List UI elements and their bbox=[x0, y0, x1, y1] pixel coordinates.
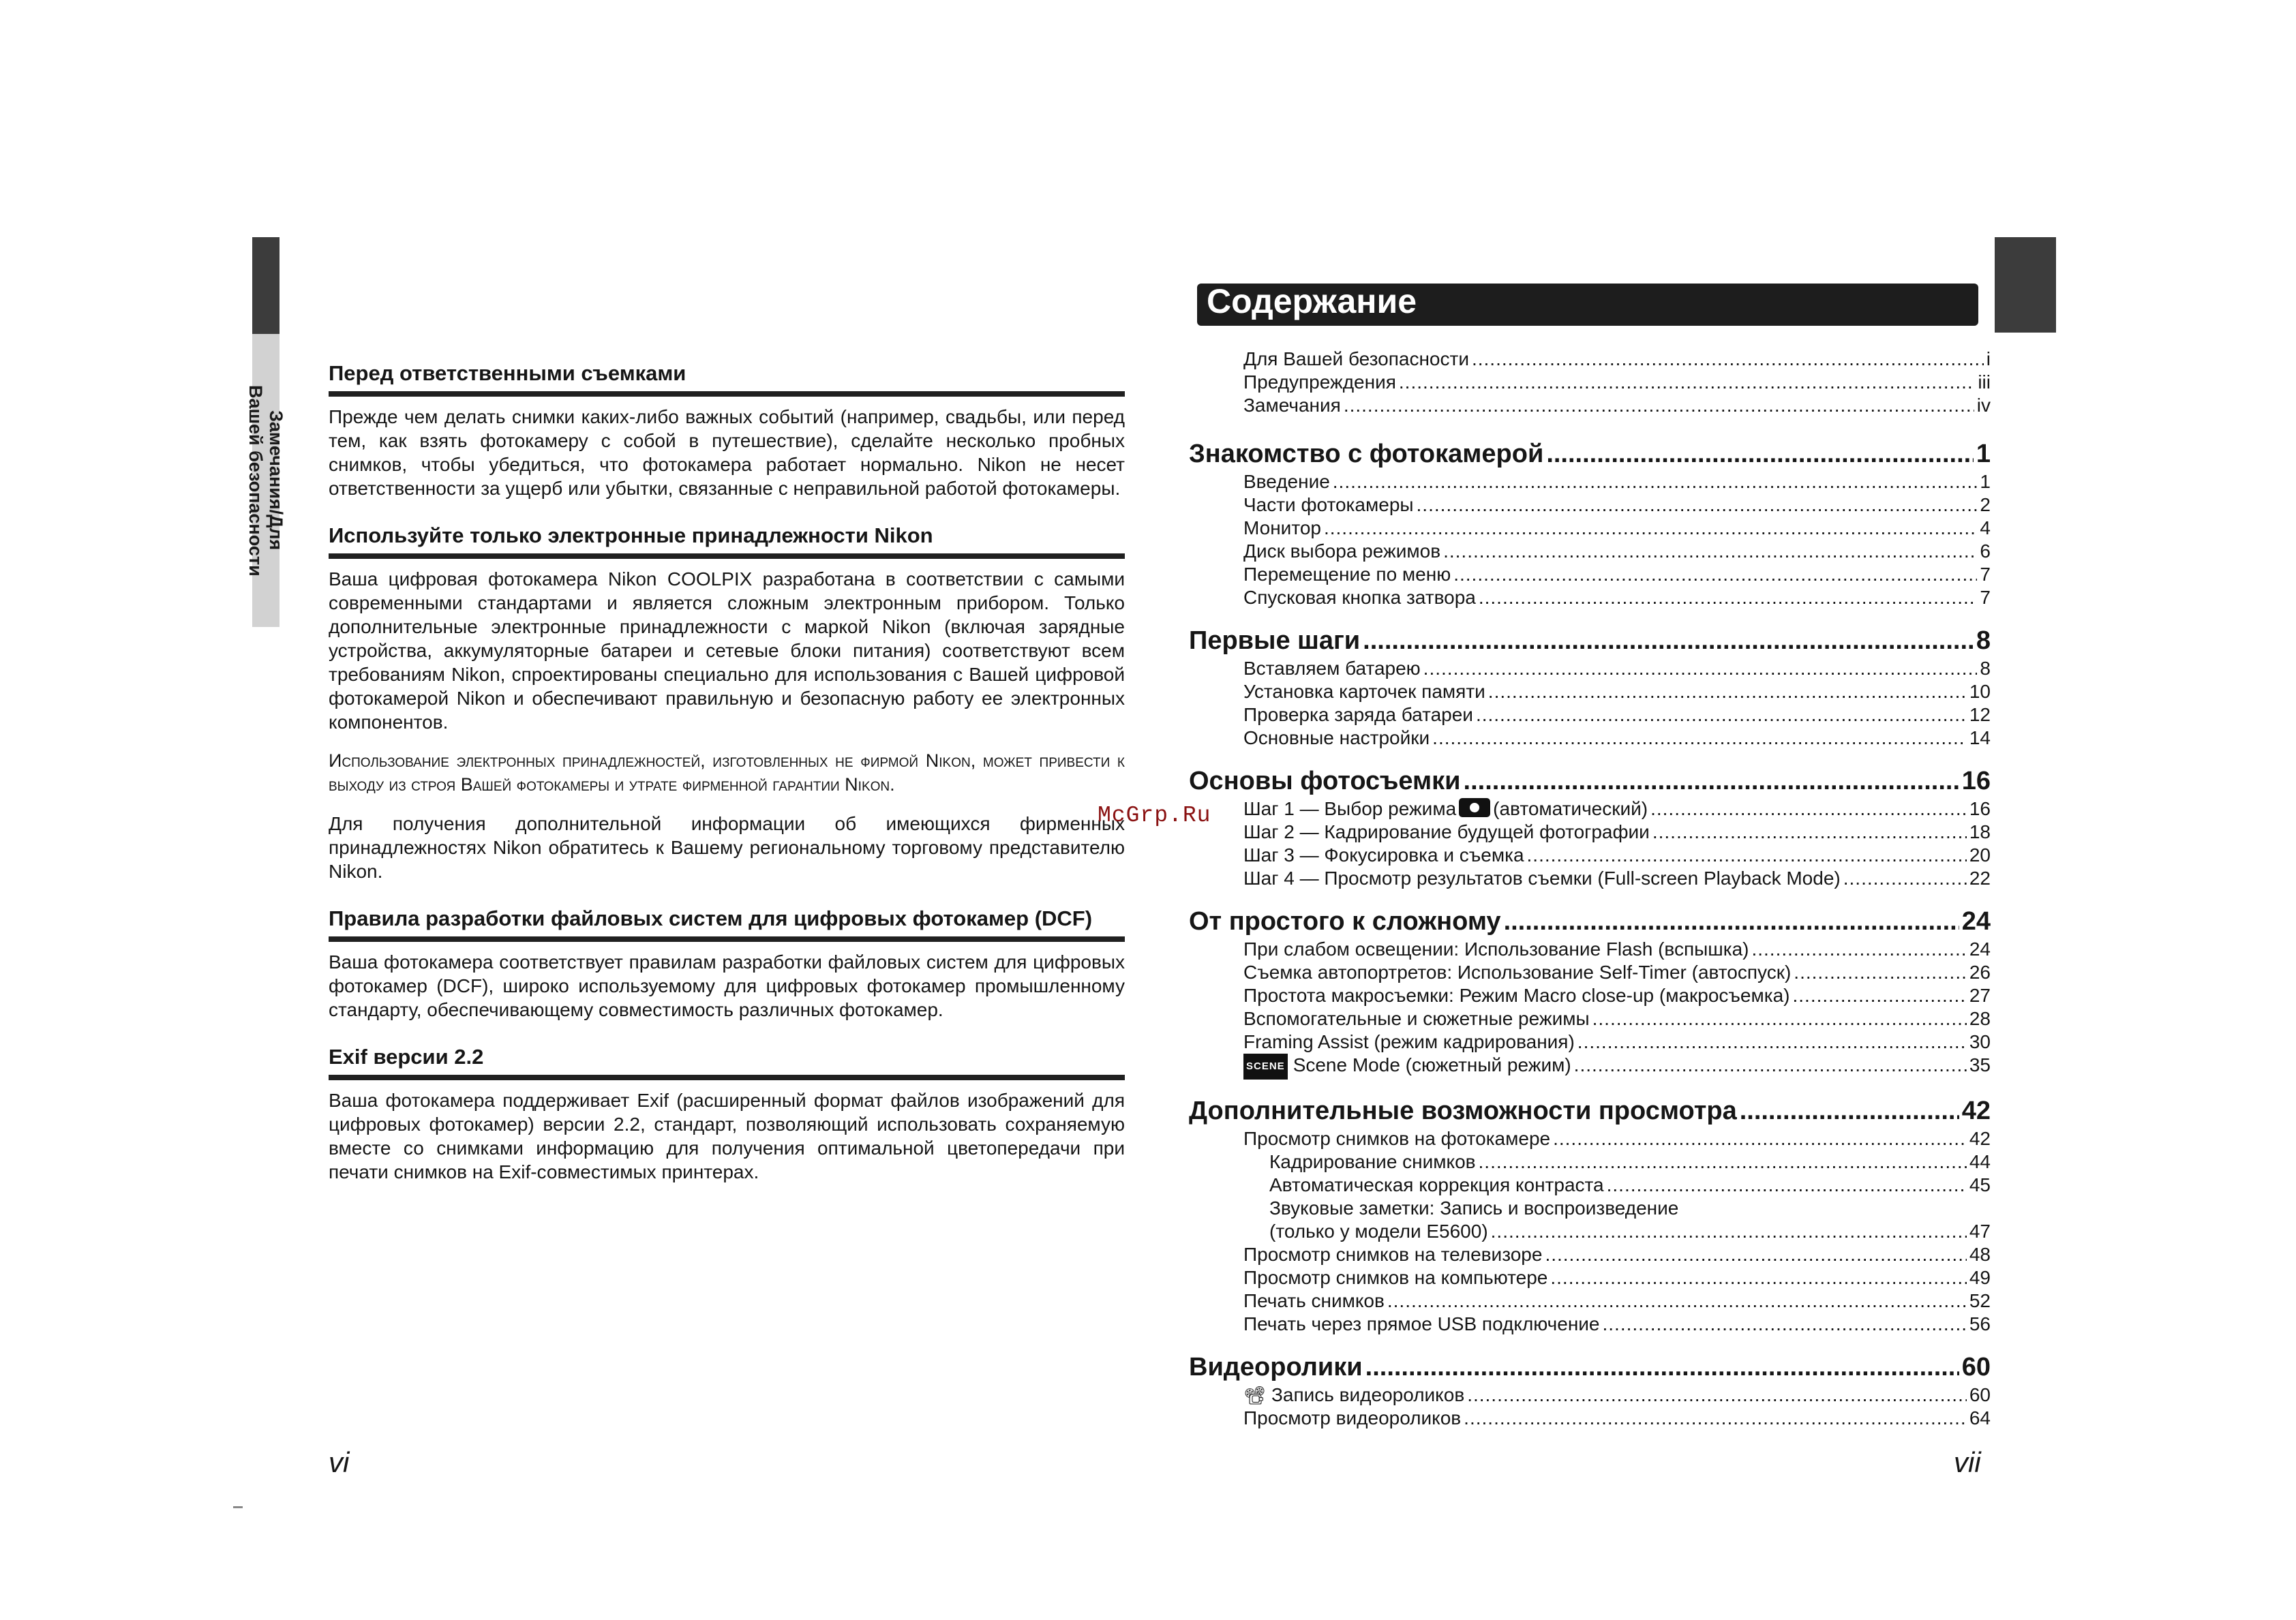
dot-leader bbox=[1333, 470, 1978, 493]
toc-entry[interactable] bbox=[1189, 1384, 1991, 1407]
dot-leader bbox=[1464, 765, 1959, 797]
toc-page-number: 47 bbox=[1969, 1221, 1991, 1242]
toc-entry[interactable] bbox=[1189, 961, 1991, 984]
toc-entry-title: Видеоролики bbox=[1189, 1353, 1363, 1381]
toc-page-number: 60 bbox=[1969, 1384, 1991, 1405]
toc-page-number: 42 bbox=[1961, 1097, 1991, 1125]
paragraph: Ваша фотокамера соответствует правилам разработки файловых систем для цифровых фотокамер (DCF), широко используемому для цифровых фотокамер промышленному стандарту, обеспечивающему совместимость различных фотокамер. bbox=[329, 951, 1125, 1020]
toc-entry-title: Замечания bbox=[1243, 395, 1341, 416]
toc-chapter[interactable] bbox=[1189, 1095, 1991, 1127]
toc-entry-title: Первые шаги bbox=[1189, 626, 1361, 655]
toc-entry-title: Просмотр снимков на компьютере bbox=[1243, 1267, 1548, 1288]
dot-leader bbox=[1472, 348, 1984, 371]
dot-leader bbox=[1479, 586, 1978, 609]
toc-entry-title: Шаг 1 — Выбор режима bbox=[1243, 798, 1457, 819]
dot-leader bbox=[1577, 1030, 1967, 1054]
dot-leader bbox=[1553, 1127, 1967, 1150]
heading-rule bbox=[329, 553, 1125, 559]
dot-leader bbox=[1476, 703, 1967, 727]
toc-entry[interactable] bbox=[1189, 1007, 1991, 1030]
dot-leader bbox=[1387, 1289, 1967, 1313]
section-heading: Exif версии 2.2 bbox=[329, 1045, 484, 1069]
toc-page-number: 16 bbox=[1969, 798, 1991, 819]
warning-paragraph: Использование электронных принадлежностей, изготовленных не фирмой Nikon, может привести к выходу из строя Вашей фотокамеры и утрате фирменной гарантии Nikon. bbox=[329, 750, 1125, 795]
toc-page-number: 49 bbox=[1969, 1267, 1991, 1288]
toc-entry[interactable] bbox=[1189, 493, 1991, 517]
dot-leader bbox=[1399, 371, 1975, 394]
toc-entry-title: Звуковые заметки: Запись и воспроизведение bbox=[1269, 1197, 1679, 1219]
dot-leader bbox=[1488, 680, 1967, 703]
heading-rule bbox=[329, 391, 1125, 397]
toc-entry[interactable] bbox=[1189, 1313, 1991, 1336]
toc-entry[interactable] bbox=[1189, 657, 1991, 680]
toc-entry-title: Шаг 4 — Просмотр результатов съемки (Full-screen Playback Mode) bbox=[1243, 868, 1841, 889]
toc-entry-title: Съемка автопортретов: Использование Self-Timer (автоспуск) bbox=[1243, 962, 1792, 983]
dot-leader bbox=[1432, 727, 1967, 750]
toc-entry[interactable] bbox=[1189, 727, 1991, 750]
toc-entry[interactable] bbox=[1189, 844, 1991, 867]
toc-entry-title: Основы фотосъемки bbox=[1189, 767, 1461, 795]
toc-page-number: 30 bbox=[1969, 1031, 1991, 1052]
side-tab-dark bbox=[252, 237, 280, 334]
toc-entry[interactable] bbox=[1189, 540, 1991, 563]
toc-entry-title: Scene Mode (сюжетный режим) bbox=[1293, 1054, 1571, 1075]
dot-leader bbox=[1464, 1407, 1967, 1430]
toc-entry-title: Вспомогательные и сюжетные режимы bbox=[1243, 1008, 1590, 1029]
dot-leader bbox=[1794, 961, 1967, 984]
toc-entry-title: Шаг 2 — Кадрирование будущей фотографии bbox=[1243, 821, 1650, 842]
toc-page-number: 24 bbox=[1961, 907, 1991, 936]
toc-page-number: 1 bbox=[1976, 440, 1991, 468]
toc-page-number: 12 bbox=[1969, 704, 1991, 725]
toc-entry-title: Знакомство с фотокамерой bbox=[1189, 440, 1544, 468]
toc-entry-title: Предупреждения bbox=[1243, 371, 1396, 393]
dot-leader bbox=[1652, 821, 1967, 844]
toc-page-number: 22 bbox=[1969, 868, 1991, 889]
toc-entry-title: Установка карточек памяти bbox=[1243, 681, 1485, 702]
toc-chapter[interactable] bbox=[1189, 905, 1991, 938]
dot-leader bbox=[1423, 657, 1978, 680]
toc-page-number: 4 bbox=[1980, 517, 1991, 538]
paragraph: Ваша фотокамера поддерживает Exif (расширенный формат файлов изображений для цифровых фотокамер) версии 2.2, стандарт, позволяющий использовать сохраняемую вместе со снимками информацию для получения оптимальной цветопередачи при печати снимков на Exif-совместимых принтерах. bbox=[329, 1090, 1125, 1182]
toc-entry[interactable] bbox=[1189, 1127, 1991, 1150]
toc-page-number: 2 bbox=[1980, 494, 1991, 515]
toc-page-number: 10 bbox=[1969, 681, 1991, 702]
dot-leader bbox=[1603, 1313, 1967, 1336]
toc-front-matter-item[interactable] bbox=[1189, 348, 1991, 371]
movie-camera-icon: 📽 bbox=[1243, 1385, 1267, 1405]
paragraph: Прежде чем делать снимки каких-либо важных событий (например, свадьбы, или перед тем, как взять фотокамеру с собой в путешествие), сделайте несколько пробных снимков, чтобы убедиться, что фотокамера работает нормально. Nikon не несет ответственности за ущерб или убытки, связанные с неправильной работой фотокамеры. bbox=[329, 406, 1125, 499]
toc-entry-title: Запись видеороликов bbox=[1271, 1384, 1465, 1405]
toc-entry[interactable] bbox=[1189, 1220, 1991, 1243]
toc-entry[interactable] bbox=[1189, 1243, 1991, 1266]
toc-page-number: 16 bbox=[1961, 767, 1991, 795]
toc-entry-title: Диск выбора режимов bbox=[1243, 540, 1441, 562]
toc-entry-title: Кадрирование снимков bbox=[1269, 1151, 1476, 1172]
toc-page-number: iii bbox=[1978, 371, 1991, 393]
toc-entry[interactable] bbox=[1189, 984, 1991, 1007]
toc-entry[interactable] bbox=[1189, 517, 1991, 540]
toc-page-number: 56 bbox=[1969, 1313, 1991, 1334]
toc-entry[interactable] bbox=[1189, 1150, 1991, 1174]
toc-entry-title: Для Вашей безопасности bbox=[1243, 348, 1469, 369]
dot-leader bbox=[1453, 563, 1977, 586]
dot-leader bbox=[1417, 493, 1978, 517]
toc-page-number: 52 bbox=[1969, 1290, 1991, 1311]
toc-front-matter-item[interactable] bbox=[1189, 394, 1991, 417]
dot-leader bbox=[1550, 1266, 1966, 1289]
paragraph: Для получения дополнительной информации об имеющихся фирменных принадлежностях Nikon обратитесь к Вашему региональному торговому представителю Nikon. bbox=[329, 813, 1125, 882]
dot-leader bbox=[1324, 517, 1977, 540]
auto-mode-camera-icon bbox=[1459, 798, 1490, 817]
toc-entry-title: Автоматическая коррекция контраста bbox=[1269, 1174, 1604, 1195]
toc-page-number: 28 bbox=[1969, 1008, 1991, 1029]
toc-entry-title: Части фотокамеры bbox=[1243, 494, 1414, 515]
heading-rule bbox=[329, 936, 1125, 942]
toc-front-matter-item[interactable] bbox=[1189, 371, 1991, 394]
side-tab-dark-right bbox=[1995, 237, 2056, 333]
toc-entry-title: Вставляем батарею bbox=[1243, 658, 1421, 679]
toc-entry[interactable] bbox=[1189, 938, 1991, 961]
toc-entry[interactable] bbox=[1189, 563, 1991, 586]
dot-leader bbox=[1650, 797, 1967, 821]
toc-page-number: i bbox=[1986, 348, 1991, 369]
dot-leader bbox=[1344, 394, 1974, 417]
scan-mark bbox=[233, 1506, 243, 1508]
toc-page-number: 48 bbox=[1969, 1244, 1991, 1265]
toc-entry-title: Просмотр видеороликов bbox=[1243, 1407, 1462, 1428]
toc-entry-title: Дополнительные возможности просмотра bbox=[1189, 1097, 1737, 1125]
dot-leader bbox=[1491, 1220, 1967, 1243]
toc-chapter[interactable] bbox=[1189, 438, 1991, 470]
left-page-body bbox=[329, 360, 1125, 1184]
section-heading: Правила разработки файловых систем для цифровых фотокамер (DCF) bbox=[329, 906, 1093, 930]
toc-entry-title: Монитор bbox=[1243, 517, 1321, 538]
dot-leader bbox=[1479, 1150, 1967, 1174]
toc-entry-title: Шаг 3 — Фокусировка и съемка bbox=[1243, 844, 1524, 866]
toc-chapter[interactable] bbox=[1189, 1351, 1991, 1384]
toc-page-number: 42 bbox=[1969, 1128, 1991, 1149]
toc-chapter[interactable] bbox=[1189, 624, 1991, 657]
toc-entry-title: Спусковая кнопка затвора bbox=[1243, 587, 1476, 608]
toc-page-number: 45 bbox=[1969, 1174, 1991, 1195]
dot-leader bbox=[1574, 1054, 1967, 1077]
toc-entry-title: От простого к сложному bbox=[1189, 907, 1501, 936]
toc-page-number: 60 bbox=[1961, 1353, 1991, 1381]
toc-entry[interactable] bbox=[1189, 1054, 1991, 1080]
toc-page-number: 18 bbox=[1969, 821, 1991, 842]
toc-entry-title: Простота макросъемки: Режим Macro close-up (макросъемка) bbox=[1243, 985, 1790, 1006]
toc-entry[interactable] bbox=[1189, 470, 1991, 493]
toc-entry-title: Перемещение по меню bbox=[1243, 564, 1451, 585]
toc-page-number: 14 bbox=[1969, 727, 1991, 748]
dot-leader bbox=[1545, 1243, 1966, 1266]
section-heading: Перед ответственными съемками bbox=[329, 361, 686, 385]
dot-leader bbox=[1546, 438, 1974, 470]
toc-page-number: 1 bbox=[1980, 471, 1991, 492]
scene-mode-icon: SCENE bbox=[1243, 1054, 1288, 1080]
table-of-contents bbox=[1189, 348, 1991, 1430]
dot-leader bbox=[1793, 984, 1967, 1007]
paragraph: Ваша цифровая фотокамера Nikon COOLPIX разработана в соответствии с самыми современными стандартами и является сложным электронным прибором. Только дополнительные электронные принадлежности с маркой Nikon (включая зарядные устройства, аккумуляторные батареи и сетевые блоки питания) соответствуют всем требованиям Nikon, спроектированы специально для использования с Вашей цифровой фотокамерой Nikon и обеспечивают правильную и безопасную работу ее электронных компонентов. bbox=[329, 568, 1125, 733]
toc-entry-title: Печать через прямое USB подключение bbox=[1243, 1313, 1600, 1334]
toc-entry[interactable] bbox=[1189, 821, 1991, 844]
dot-leader bbox=[1843, 867, 1967, 890]
page-number-left: vi bbox=[329, 1446, 350, 1478]
toc-entry[interactable] bbox=[1189, 1289, 1991, 1313]
dot-leader bbox=[1607, 1174, 1967, 1197]
toc-entry[interactable] bbox=[1189, 1030, 1991, 1054]
page-number-right: vii bbox=[1954, 1446, 1981, 1478]
toc-entry-title: Framing Assist (режим кадрирования) bbox=[1243, 1031, 1575, 1052]
toc-entry-title: (только у модели E5600) bbox=[1269, 1221, 1488, 1242]
toc-entry-title: Проверка заряда батареи bbox=[1243, 704, 1473, 725]
section-heading: Используйте только электронные принадлежности Nikon bbox=[329, 523, 933, 547]
toc-page-number: 8 bbox=[1980, 658, 1991, 679]
toc-entry-title: Просмотр снимков на телевизоре bbox=[1243, 1244, 1543, 1265]
toc-page-number: 7 bbox=[1980, 587, 1991, 608]
toc-entry-title: При слабом освещении: Использование Flash (вспышка) bbox=[1243, 938, 1749, 960]
dot-leader bbox=[1527, 844, 1967, 867]
toc-entry-title: Введение bbox=[1243, 471, 1330, 492]
toc-page-number: 8 bbox=[1976, 626, 1991, 655]
toc-chapter[interactable] bbox=[1189, 765, 1991, 797]
dot-leader bbox=[1751, 938, 1966, 961]
watermark: McGrp.Ru bbox=[1098, 803, 1211, 828]
dot-leader bbox=[1363, 624, 1974, 657]
side-tab-label: Замечания/Для Вашей безопасности bbox=[245, 384, 286, 577]
toc-entry[interactable] bbox=[1189, 680, 1991, 703]
toc-entry[interactable] bbox=[1189, 586, 1991, 609]
toc-entry-title: Просмотр снимков на фотокамере bbox=[1243, 1128, 1551, 1149]
heading-rule bbox=[329, 1075, 1125, 1080]
toc-entry-suffix: (автоматический) bbox=[1493, 798, 1648, 819]
toc-page-number: iv bbox=[1976, 395, 1991, 416]
toc-page-number: 26 bbox=[1969, 962, 1991, 983]
toc-entry[interactable] bbox=[1189, 1266, 1991, 1289]
dot-leader bbox=[1365, 1351, 1959, 1384]
toc-page-number: 27 bbox=[1969, 985, 1991, 1006]
toc-page-number: 44 bbox=[1969, 1151, 1991, 1172]
toc-entry[interactable] bbox=[1189, 867, 1991, 890]
toc-page-number: 20 bbox=[1969, 844, 1991, 866]
toc-page-number: 6 bbox=[1980, 540, 1991, 562]
page-title: Содержание bbox=[1207, 282, 1417, 320]
toc-page-number: 35 bbox=[1969, 1054, 1991, 1075]
dot-leader bbox=[1443, 540, 1977, 563]
toc-page-number: 64 bbox=[1969, 1407, 1991, 1428]
dot-leader bbox=[1592, 1007, 1967, 1030]
dot-leader bbox=[1504, 905, 1959, 938]
toc-entry-title: Печать снимков bbox=[1243, 1290, 1385, 1311]
toc-entry[interactable] bbox=[1189, 1174, 1991, 1197]
toc-entry-title: Основные настройки bbox=[1243, 727, 1430, 748]
toc-page-number: 7 bbox=[1980, 564, 1991, 585]
dot-leader bbox=[1467, 1384, 1967, 1407]
dot-leader bbox=[1740, 1095, 1959, 1127]
toc-entry[interactable] bbox=[1189, 1407, 1991, 1430]
toc-entry[interactable] bbox=[1189, 703, 1991, 727]
toc-entry[interactable] bbox=[1189, 1197, 1991, 1220]
toc-page-number: 24 bbox=[1969, 938, 1991, 960]
toc-entry[interactable] bbox=[1189, 797, 1991, 821]
